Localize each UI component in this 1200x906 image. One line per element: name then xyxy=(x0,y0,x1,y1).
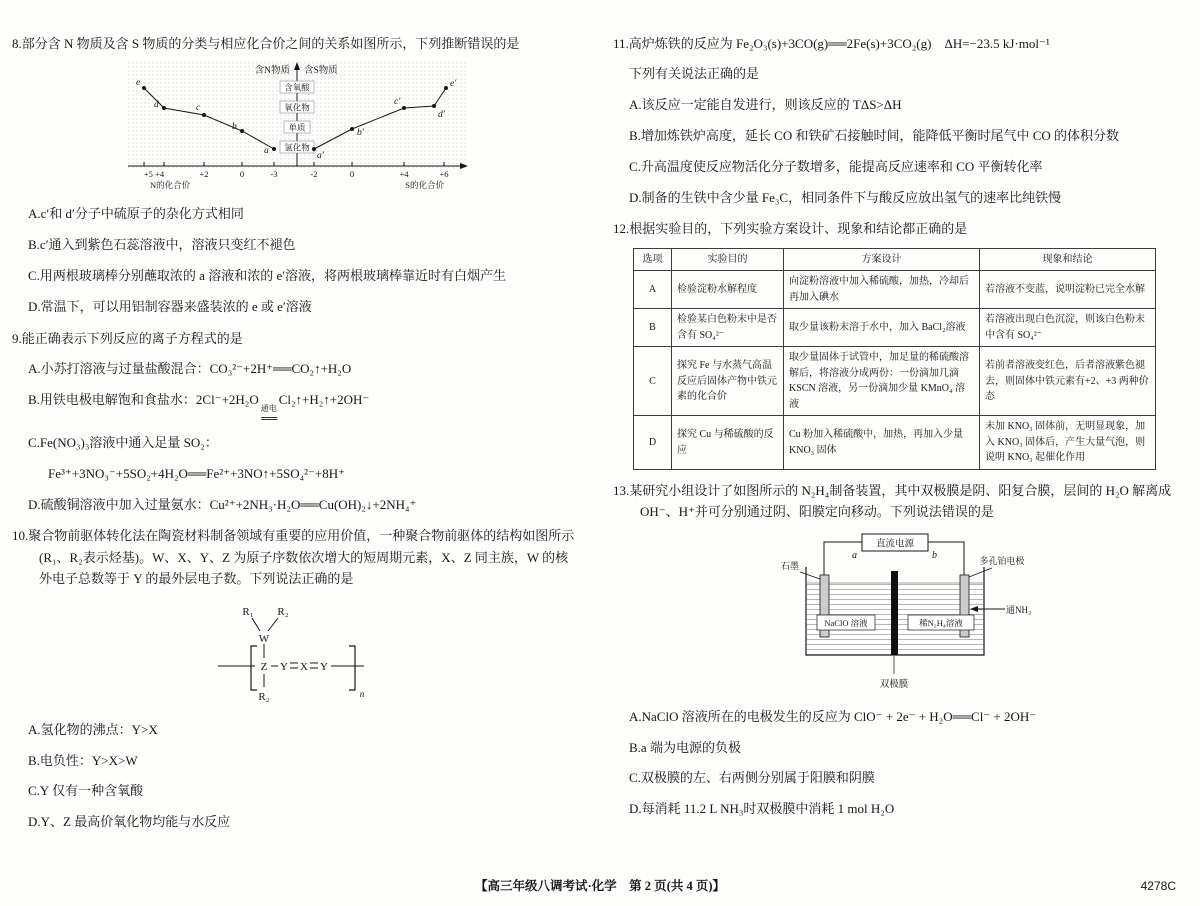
q12-cell-sel: C xyxy=(634,347,672,416)
n-substances-label: 含N物质 xyxy=(254,66,290,77)
q13-stem: 13.某研究小组设计了如图所示的 N₂H₄制备装置，其中双极膜是阴、阳复合膜，层间的 H₂O 解离成 OH⁻、H⁺并可分别通过阴、阳膜定向移动。下列说法错误的是 xyxy=(613,482,1172,520)
atom-x: X xyxy=(300,660,308,673)
q12-cell-purpose: 探究 Fe 与水蒸气高温反应后固体产物中铁元素的化合价 xyxy=(672,347,784,416)
condition-text: 通电 xyxy=(260,403,277,413)
bonds xyxy=(218,618,364,687)
q10-stem: 10.聚合物前驱体转化法在陶瓷材料制备领域有重要的应用价值，一种聚合物前驱体的结构如图所示(R₁、R₂表示烃基)。W、X、Y、Z 为原子序数依次增大的短周期元素，X、Z 同主族，W 的核外电子总数等于 Y 的最外层电子数。下列说法正确的是 xyxy=(12,528,575,587)
q9-option-b xyxy=(12,390,581,423)
left-solution-label: NaClO 溶液 xyxy=(823,617,868,628)
graphite-label: 石墨 xyxy=(780,560,799,571)
q10-option-d: D.Y、Z 最高价氧化物均能与水反应 xyxy=(28,814,231,830)
question-10 xyxy=(12,525,581,833)
q12-cell-purpose: 探究 Cu 与稀硫酸的反应 xyxy=(672,416,784,470)
q11-option-d: D.制备的生铁中含少量 Fe₃C，相同条件下与酸反应放出氢气的速率比纯铁慢 xyxy=(629,189,1062,205)
svg-text:e: e xyxy=(135,78,140,89)
svg-text:a: a xyxy=(263,146,269,157)
n-axis-title: N的化合价 xyxy=(149,180,190,191)
q12-th-plan: 方案设计 xyxy=(784,248,980,271)
right-solution-label: 稀N₂H₄溶液 xyxy=(918,617,963,628)
q12-th-option: 选项 xyxy=(634,248,672,271)
q13-option-c: C.双极膜的左、右两侧分别属于阳膜和阴膜 xyxy=(629,770,875,786)
q13-electrolysis-apparatus xyxy=(762,527,1034,693)
q12-cell-result: 若溶液出现白色沉淀，则该白色粉末中含有 SO₄²⁻ xyxy=(980,309,1156,347)
q11-option-c: C.升高温度使反应物活化分子数增多，能提高反应速率和 CO 平衡转化率 xyxy=(629,158,1043,174)
q10-option-c: C.Y 仅有一种含氧酸 xyxy=(28,783,144,799)
q12-experiment-table xyxy=(633,248,1156,470)
svg-text:+2: +2 xyxy=(198,169,209,180)
terminal-a: a xyxy=(851,549,857,561)
svg-text:0: 0 xyxy=(349,169,354,180)
pt-electrode-label: 多孔铂电极 xyxy=(978,555,1025,566)
q12-row-b xyxy=(634,309,1156,347)
q8-valence-chart xyxy=(124,58,470,190)
page-footer: 【高三年级八调考试·化学 第 2 页(共 4 页)】 xyxy=(475,879,725,893)
q11-option-b: B.增加炼铁炉高度，延长 CO 和铁矿石接触时间，能降低平衡时尾气中 CO 的体积分数 xyxy=(629,128,1120,144)
paper-code: 4278C xyxy=(1140,879,1176,893)
q12-stem: 12.根据实验目的，下列实验方案设计、现象和结论都正确的是 xyxy=(613,221,968,237)
graphite-leader-line xyxy=(800,572,820,579)
s-substances-label: 含S物质 xyxy=(303,66,338,77)
category-oxide: 氧化物 xyxy=(283,102,310,113)
q13-option-b: B.a 端为电源的负极 xyxy=(629,739,741,755)
reaction-condition xyxy=(261,405,277,423)
q8-option-d: D.常温下，可以用铝制容器来盛装浓的 e 或 e′溶液 xyxy=(28,298,312,314)
substituent-r2-bottom: R₂ xyxy=(258,690,270,703)
question-11 xyxy=(613,33,1182,208)
q10-polymer-structure xyxy=(204,594,389,706)
q12-th-purpose: 实验目的 xyxy=(672,248,784,271)
q12-cell-purpose: 检验淀粉水解程度 xyxy=(672,271,784,309)
atom-w: W xyxy=(258,632,270,645)
svg-text:c′: c′ xyxy=(393,97,400,108)
atom-z: Z xyxy=(260,660,268,673)
question-8 xyxy=(12,33,581,318)
nh3-label: 通NH₃ xyxy=(1005,604,1031,615)
q13-option-a: A.NaClO 溶液所在的电极发生的反应为 ClO⁻ + 2e⁻ + H₂O══Cl⁻ + 2OH⁻ xyxy=(629,708,1037,724)
bipolar-membrane xyxy=(891,571,898,655)
q12-row-c xyxy=(634,347,1156,416)
q9-stem: 9.能正确表示下列反应的离子方程式的是 xyxy=(12,330,243,346)
q12-cell-sel: D xyxy=(634,416,672,470)
q12-cell-plan: 向淀粉溶液中加入稀硫酸，加热，冷却后再加入碘水 xyxy=(784,271,980,309)
svg-text:b′: b′ xyxy=(356,128,364,139)
question-13 xyxy=(613,480,1182,820)
svg-text:d′: d′ xyxy=(437,110,445,121)
q11-stem-line1: 11.高炉炼铁的反应为 Fe₂O₃(s)+3CO(g)══2Fe(s)+3CO₂(g) ΔH=−23.5 kJ·mol⁻¹ xyxy=(613,36,1050,51)
svg-text:a′: a′ xyxy=(316,151,324,162)
svg-text:-3: -3 xyxy=(269,169,278,180)
svg-text:e′: e′ xyxy=(449,79,456,90)
q10-option-b: B.电负性：Y>X>W xyxy=(28,752,138,768)
q12-cell-sel: A xyxy=(634,271,672,309)
svg-text:d: d xyxy=(153,100,159,111)
q12-cell-result: 若前者溶液变红色，后者溶液紫色褪去，则固体中铁元素有+2、+3 两种价态 xyxy=(980,347,1156,416)
q10-option-a: A.氢化物的沸点：Y>X xyxy=(28,721,158,737)
svg-text:c: c xyxy=(195,103,200,114)
membrane-label: 双极膜 xyxy=(879,679,908,690)
q12-cell-result: 若溶液不变蓝，说明淀粉已完全水解 xyxy=(980,271,1156,309)
q13-figure xyxy=(613,527,1182,697)
q11-stem-line2: 下列有关说法正确的是 xyxy=(629,66,760,82)
q9-option-a: A.小苏打溶液与过量盐酸混合：CO₃²⁻+2H⁺══CO₂↑+H₂O xyxy=(28,361,352,377)
category-hydride: 氢化物 xyxy=(283,142,310,153)
q8-option-a: A.c′和 d′分子中硫原子的杂化方式相同 xyxy=(28,206,244,222)
svg-text:+5 +4: +5 +4 xyxy=(143,169,164,180)
repeat-subscript-n: n xyxy=(359,688,365,699)
structure-atoms xyxy=(242,606,364,703)
q8-stem: 8.部分含 N 物质及含 S 物质的分类与相应化合价之间的关系如图所示，下列推断错误的是 xyxy=(12,36,520,51)
q11-option-a: A.该反应一定能自发进行，则该反应的 TΔS>ΔH xyxy=(629,97,902,113)
pt-leader-line xyxy=(969,568,992,577)
svg-text:-2: -2 xyxy=(309,169,318,180)
right-column xyxy=(613,24,1182,843)
s-axis-title: S的化合价 xyxy=(404,180,444,191)
left-column xyxy=(12,24,581,843)
svg-text:+4: +4 xyxy=(398,169,409,180)
substituent-r2-top: R₂ xyxy=(277,605,289,618)
q9-option-c-equation: Fe³⁺+3NO₃⁻+5SO₂+4H₂O══Fe²⁺+3NO↑+5SO₄²⁻+8H⁺ xyxy=(48,465,345,481)
equals-line: ══ xyxy=(261,410,277,425)
q12-th-result: 现象和结论 xyxy=(980,248,1156,271)
question-12 xyxy=(613,218,1182,469)
q9-option-b-post: Cl₂↑+H₂↑+2OH⁻ xyxy=(278,391,370,407)
q12-row-d xyxy=(634,416,1156,470)
svg-text:b: b xyxy=(231,122,237,133)
category-oxyacid: 含氧酸 xyxy=(283,82,310,93)
q12-cell-sel: B xyxy=(634,309,672,347)
q8-option-b: B.c′通入到紫色石蕊溶液中，溶液只变红不褪色 xyxy=(28,237,296,253)
atom-y1: Y xyxy=(280,660,288,673)
q9-option-b-pre: B.用铁电极电解饱和食盐水：2Cl⁻+2H₂O xyxy=(28,391,259,407)
q12-row-a xyxy=(634,271,1156,309)
q12-header-row xyxy=(634,248,1156,271)
atom-y2: Y xyxy=(320,660,328,673)
svg-text:0: 0 xyxy=(239,169,244,180)
q9-option-c: C.Fe(NO₃)₃溶液中通入足量 SO₂： xyxy=(28,435,218,451)
q12-cell-purpose: 检验某白色粉末中是否含有 SO₄²⁻ xyxy=(672,309,784,347)
q9-option-d: D.硫酸铜溶液中加入过量氨水：Cu²⁺+2NH₃·H₂O══Cu(OH)₂↓+2NH₄⁺ xyxy=(28,496,417,512)
q12-cell-plan: 取少量该粉末溶于水中，加入 BaCl₂溶液 xyxy=(784,309,980,347)
tick-labels xyxy=(143,169,448,179)
category-element: 单质 xyxy=(287,122,306,133)
q8-figure xyxy=(12,58,581,194)
q12-cell-plan: Cu 粉加入稀硫酸中，加热，再加入少量 KNO₃ 固体 xyxy=(784,416,980,470)
power-label: 直流电源 xyxy=(875,539,914,550)
terminal-b: b xyxy=(931,549,937,561)
q8-option-c: C.用两根玻璃棒分别蘸取浓的 a 溶液和浓的 e′溶液，将两根玻璃棒靠近时有白烟产生 xyxy=(28,268,507,284)
q12-cell-plan: 取少量固体于试管中，加足量的稀硫酸溶解后，将溶液分成两份：一份滴加几滴 KSCN 溶液，另一份滴加少量 KMnO₄ 溶液 xyxy=(784,347,980,416)
svg-text:+6: +6 xyxy=(438,169,449,180)
q12-cell-result: 未加 KNO₃ 固体前，无明显现象，加入 KNO₃ 固体后，产生大量气泡，则说明 KNO₃ 起催化作用 xyxy=(980,416,1156,470)
substituent-r1: R₁ xyxy=(242,605,254,618)
q10-figure xyxy=(12,594,581,710)
q13-option-d: D.每消耗 11.2 L NH₃时双极膜中消耗 1 mol H₂O xyxy=(629,801,895,817)
question-9 xyxy=(12,328,581,516)
